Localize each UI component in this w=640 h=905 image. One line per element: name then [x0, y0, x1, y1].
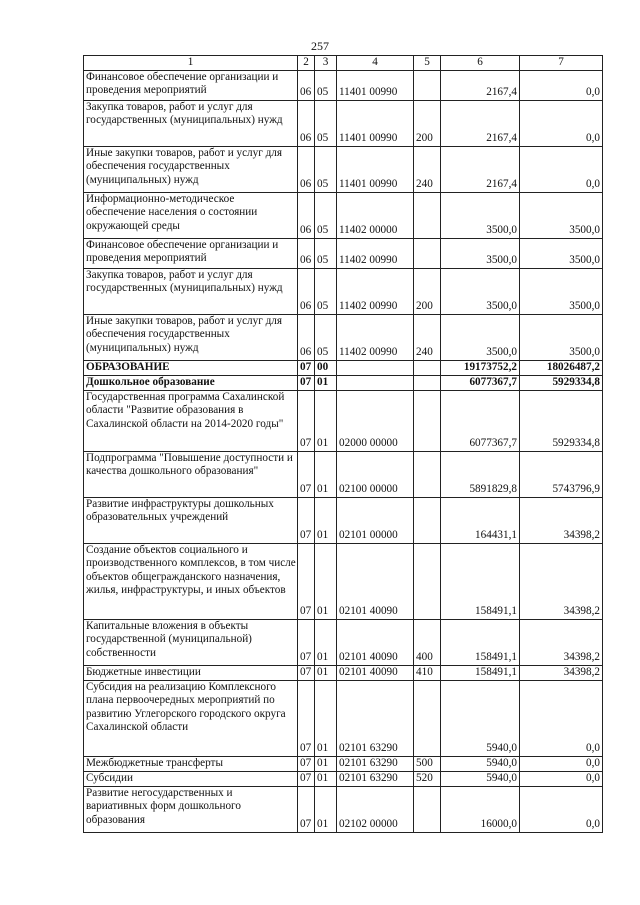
section-code-cell: 07 — [298, 680, 315, 756]
subsection-code-cell: 05 — [315, 70, 337, 100]
amount-col7-cell: 34398,2 — [520, 619, 603, 665]
expense-type-cell — [414, 390, 441, 451]
expense-type-cell: 410 — [414, 665, 441, 680]
amount-col7-cell: 0,0 — [520, 70, 603, 100]
amount-col7-cell: 0,0 — [520, 146, 603, 192]
expense-type-cell: 500 — [414, 756, 441, 771]
subsection-code-cell: 01 — [315, 665, 337, 680]
table-row — [84, 665, 603, 680]
table-row — [84, 771, 603, 786]
row-name-cell: Иные закупки товаров, работ и услуг для обеспечения государственных (муниципальных) нужд — [84, 146, 298, 192]
budget-table — [83, 55, 603, 833]
amount-col6-cell: 16000,0 — [441, 786, 520, 832]
subsection-code-cell: 05 — [315, 314, 337, 360]
amount-col7-cell: 18026487,2 — [520, 360, 603, 375]
row-name-cell: Создание объектов социального и производственного комплексов, в том числе объектов общегражданского назначения, жилья, инфраструктуры, и иных объектов — [84, 543, 298, 619]
section-code-cell: 06 — [298, 192, 315, 238]
amount-col6-cell: 5891829,8 — [441, 451, 520, 497]
expense-type-cell — [414, 680, 441, 756]
row-name-cell: Закупка товаров, работ и услуг для государственных (муниципальных) нужд — [84, 268, 298, 314]
target-article-cell: 02101 63290 — [337, 680, 414, 756]
section-code-cell: 07 — [298, 375, 315, 390]
section-code-cell: 07 — [298, 786, 315, 832]
amount-col7-cell: 0,0 — [520, 771, 603, 786]
subsection-code-cell: 00 — [315, 360, 337, 375]
amount-col7-cell: 0,0 — [520, 756, 603, 771]
amount-col7-cell: 3500,0 — [520, 192, 603, 238]
target-article-cell — [337, 360, 414, 375]
amount-col6-cell: 6077367,7 — [441, 390, 520, 451]
target-article-cell: 02101 40090 — [337, 619, 414, 665]
header-cell: 3 — [315, 56, 337, 71]
row-name-cell: Межбюджетные трансферты — [84, 756, 298, 771]
expense-type-cell — [414, 360, 441, 375]
amount-col7-cell: 5743796,9 — [520, 451, 603, 497]
target-article-cell: 02000 00000 — [337, 390, 414, 451]
subsection-code-cell: 01 — [315, 390, 337, 451]
amount-col6-cell: 3500,0 — [441, 238, 520, 268]
amount-col7-cell: 0,0 — [520, 680, 603, 756]
amount-col7-cell: 5929334,8 — [520, 375, 603, 390]
expense-type-cell — [414, 451, 441, 497]
table-row — [84, 390, 603, 451]
expense-type-cell: 200 — [414, 100, 441, 146]
target-article-cell: 11402 00000 — [337, 192, 414, 238]
section-code-cell: 06 — [298, 238, 315, 268]
amount-col6-cell: 3500,0 — [441, 314, 520, 360]
expense-type-cell — [414, 238, 441, 268]
row-name-cell: ОБРАЗОВАНИЕ — [84, 360, 298, 375]
row-name-cell: Развитие негосударственных и вариативных форм дошкольного образования — [84, 786, 298, 832]
target-article-cell: 11401 00990 — [337, 146, 414, 192]
subsection-code-cell: 01 — [315, 756, 337, 771]
header-cell: 5 — [414, 56, 441, 71]
section-code-cell: 07 — [298, 497, 315, 543]
table-row — [84, 314, 603, 360]
row-name-cell: Иные закупки товаров, работ и услуг для обеспечения государственных (муниципальных) нужд — [84, 314, 298, 360]
amount-col7-cell: 0,0 — [520, 100, 603, 146]
amount-col7-cell: 0,0 — [520, 786, 603, 832]
expense-type-cell: 520 — [414, 771, 441, 786]
page-number: 257 — [311, 39, 329, 53]
subsection-code-cell: 05 — [315, 268, 337, 314]
expense-type-cell — [414, 497, 441, 543]
amount-col6-cell: 3500,0 — [441, 192, 520, 238]
table-row — [84, 497, 603, 543]
table-row — [84, 268, 603, 314]
amount-col6-cell: 5940,0 — [441, 756, 520, 771]
target-article-cell: 02101 00000 — [337, 497, 414, 543]
amount-col7-cell: 5929334,8 — [520, 390, 603, 451]
table-row — [84, 680, 603, 756]
table-body — [84, 56, 603, 833]
header-cell: 6 — [441, 56, 520, 71]
expense-type-cell: 240 — [414, 146, 441, 192]
row-name-cell: Капитальные вложения в объекты государственной (муниципальной) собственности — [84, 619, 298, 665]
table-row — [84, 360, 603, 375]
target-article-cell: 11401 00990 — [337, 70, 414, 100]
amount-col6-cell: 158491,1 — [441, 543, 520, 619]
table-header-row — [84, 56, 603, 71]
table-row — [84, 100, 603, 146]
table-row — [84, 238, 603, 268]
section-code-cell: 06 — [298, 100, 315, 146]
amount-col6-cell: 158491,1 — [441, 619, 520, 665]
table-row — [84, 70, 603, 100]
row-name-cell: Информационно-методическое обеспечение населения о состоянии окружающей среды — [84, 192, 298, 238]
amount-col7-cell: 34398,2 — [520, 543, 603, 619]
target-article-cell: 02101 63290 — [337, 756, 414, 771]
header-cell: 2 — [298, 56, 315, 71]
table-row — [84, 375, 603, 390]
expense-type-cell: 200 — [414, 268, 441, 314]
section-code-cell: 07 — [298, 771, 315, 786]
amount-col6-cell: 158491,1 — [441, 665, 520, 680]
target-article-cell: 02101 63290 — [337, 771, 414, 786]
section-code-cell: 06 — [298, 146, 315, 192]
section-code-cell: 07 — [298, 390, 315, 451]
expense-type-cell — [414, 375, 441, 390]
subsection-code-cell: 05 — [315, 100, 337, 146]
table-row — [84, 756, 603, 771]
row-name-cell: Финансовое обеспечение организации и проведения мероприятий — [84, 238, 298, 268]
amount-col7-cell: 3500,0 — [520, 314, 603, 360]
amount-col6-cell: 5940,0 — [441, 771, 520, 786]
amount-col6-cell: 6077367,7 — [441, 375, 520, 390]
section-code-cell: 06 — [298, 268, 315, 314]
section-code-cell: 07 — [298, 451, 315, 497]
subsection-code-cell: 05 — [315, 192, 337, 238]
amount-col6-cell: 2167,4 — [441, 146, 520, 192]
amount-col6-cell: 164431,1 — [441, 497, 520, 543]
expense-type-cell — [414, 543, 441, 619]
expense-type-cell — [414, 786, 441, 832]
row-name-cell: Финансовое обеспечение организации и проведения мероприятий — [84, 70, 298, 100]
header-cell: 4 — [337, 56, 414, 71]
target-article-cell: 11401 00990 — [337, 100, 414, 146]
target-article-cell: 11402 00990 — [337, 268, 414, 314]
target-article-cell — [337, 375, 414, 390]
amount-col6-cell: 3500,0 — [441, 268, 520, 314]
expense-type-cell: 240 — [414, 314, 441, 360]
amount-col7-cell: 34398,2 — [520, 665, 603, 680]
amount-col7-cell: 3500,0 — [520, 268, 603, 314]
amount-col6-cell: 2167,4 — [441, 100, 520, 146]
subsection-code-cell: 01 — [315, 543, 337, 619]
section-code-cell: 07 — [298, 360, 315, 375]
subsection-code-cell: 01 — [315, 451, 337, 497]
row-name-cell: Дошкольное образование — [84, 375, 298, 390]
subsection-code-cell: 01 — [315, 786, 337, 832]
table-row — [84, 543, 603, 619]
row-name-cell: Закупка товаров, работ и услуг для государственных (муниципальных) нужд — [84, 100, 298, 146]
header-cell: 7 — [520, 56, 603, 71]
row-name-cell: Субсидия на реализацию Комплексного плана первоочередных мероприятий по развитию Углегорского городского округа Сахалинской области — [84, 680, 298, 756]
table-row — [84, 786, 603, 832]
target-article-cell: 02101 40090 — [337, 543, 414, 619]
row-name-cell: Государственная программа Сахалинской области "Развитие образования в Сахалинской области на 2014-2020 годы" — [84, 390, 298, 451]
target-article-cell: 02100 00000 — [337, 451, 414, 497]
amount-col6-cell: 19173752,2 — [441, 360, 520, 375]
expense-type-cell — [414, 192, 441, 238]
table-row — [84, 619, 603, 665]
subsection-code-cell: 01 — [315, 375, 337, 390]
section-code-cell: 07 — [298, 619, 315, 665]
target-article-cell: 11402 00990 — [337, 238, 414, 268]
target-article-cell: 02102 00000 — [337, 786, 414, 832]
subsection-code-cell: 01 — [315, 771, 337, 786]
section-code-cell: 07 — [298, 756, 315, 771]
target-article-cell: 11402 00990 — [337, 314, 414, 360]
header-cell: 1 — [84, 56, 298, 71]
subsection-code-cell: 01 — [315, 619, 337, 665]
section-code-cell: 07 — [298, 665, 315, 680]
section-code-cell: 07 — [298, 543, 315, 619]
amount-col6-cell: 5940,0 — [441, 680, 520, 756]
amount-col7-cell: 3500,0 — [520, 238, 603, 268]
row-name-cell: Развитие инфраструктуры дошкольных образовательных учреждений — [84, 497, 298, 543]
subsection-code-cell: 01 — [315, 497, 337, 543]
subsection-code-cell: 05 — [315, 146, 337, 192]
amount-col7-cell: 34398,2 — [520, 497, 603, 543]
row-name-cell: Бюджетные инвестиции — [84, 665, 298, 680]
table-row — [84, 192, 603, 238]
table-row — [84, 146, 603, 192]
section-code-cell: 06 — [298, 70, 315, 100]
expense-type-cell: 400 — [414, 619, 441, 665]
row-name-cell: Субсидии — [84, 771, 298, 786]
table-row — [84, 451, 603, 497]
expense-type-cell — [414, 70, 441, 100]
subsection-code-cell: 01 — [315, 680, 337, 756]
target-article-cell: 02101 40090 — [337, 665, 414, 680]
row-name-cell: Подпрограмма "Повышение доступности и качества дошкольного образования" — [84, 451, 298, 497]
section-code-cell: 06 — [298, 314, 315, 360]
subsection-code-cell: 05 — [315, 238, 337, 268]
amount-col6-cell: 2167,4 — [441, 70, 520, 100]
